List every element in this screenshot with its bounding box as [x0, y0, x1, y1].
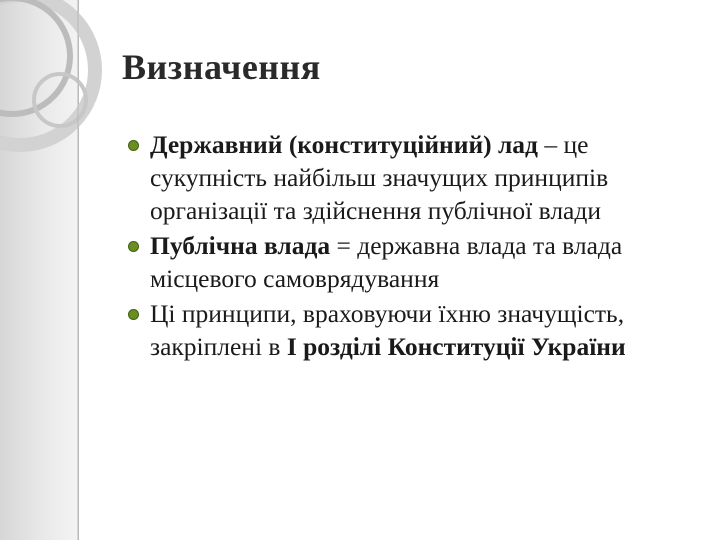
constitution-section-ref: І розділі Конституції України [286, 332, 626, 361]
bullet-dot-icon [128, 241, 139, 252]
term-public-power: Публічна влада [150, 231, 331, 260]
slide-title: Визначення [122, 47, 321, 87]
bullet-dot-icon [128, 309, 139, 320]
bullet-item-definition [128, 128, 703, 227]
bullet-item-constitution [128, 297, 703, 363]
bullet-item-public-power [128, 229, 703, 295]
public-power-text: = державна влада та влада місцевого самоврядування [150, 231, 623, 293]
bullet-list [128, 128, 703, 365]
principles-text: Ці принципи, враховуючи їхню значущість, закріплені в [150, 299, 625, 361]
bullet-dot-icon [128, 140, 139, 151]
definition-text: – це сукупність найбільш значущих принципів організації та здійснення публічної влади [150, 130, 609, 225]
term-state-order: Державний (конституційний) лад [150, 130, 538, 159]
